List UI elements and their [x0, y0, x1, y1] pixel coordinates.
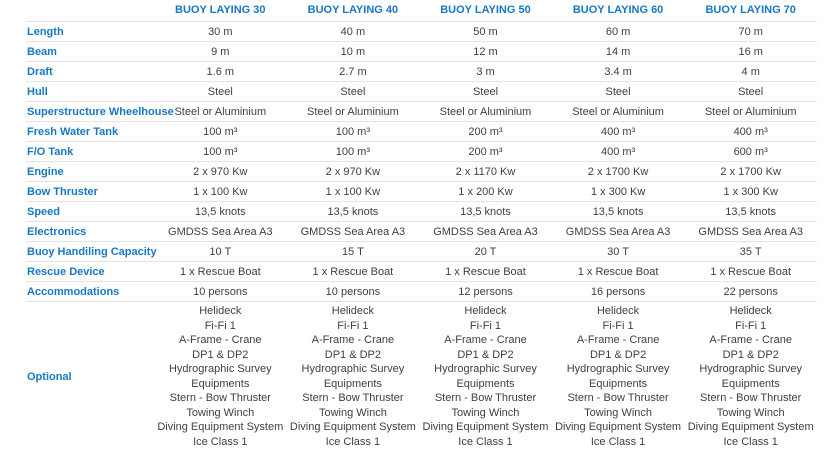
spec-value: 16 persons: [552, 282, 685, 302]
spec-value: 1 x Rescue Boat: [154, 262, 287, 282]
spec-value: GMDSS Sea Area A3: [419, 222, 552, 242]
spec-value: 16 m: [684, 42, 817, 62]
spec-value: 13,5 knots: [287, 202, 420, 222]
spec-value: 13,5 knots: [684, 202, 817, 222]
optional-item: Towing Winch: [186, 406, 255, 419]
table-row: [26, 202, 817, 222]
spec-value: Steel or Aluminium: [287, 102, 420, 122]
spec-value: 9 m: [154, 42, 287, 62]
row-label: Beam: [26, 42, 154, 62]
table-row: [26, 182, 817, 202]
column-header: BUOY LAYING 60: [572, 4, 664, 16]
spec-value: 12 m: [419, 42, 552, 62]
column-header: BUOY LAYING 50: [440, 4, 531, 16]
row-label: Hull: [26, 82, 154, 102]
row-label: Electronics: [26, 222, 154, 242]
spec-value: 30 T: [552, 242, 685, 262]
table-row: [26, 282, 817, 302]
spec-value: Steel: [154, 82, 287, 102]
spec-value: GMDSS Sea Area A3: [154, 222, 287, 242]
spec-value: 2.7 m: [287, 62, 420, 82]
spec-value: Steel or Aluminium: [684, 102, 817, 122]
spec-value: 1 x 100 Kw: [154, 182, 287, 202]
spec-value: GMDSS Sea Area A3: [684, 222, 817, 242]
spec-value: 2 x 1170 Kw: [419, 162, 552, 182]
spec-value: 13,5 knots: [552, 202, 685, 222]
spec-value: 22 persons: [684, 282, 817, 302]
spec-value: 35 T: [684, 242, 817, 262]
spec-value: 200 m³: [419, 122, 552, 142]
optional-item: DP1 & DP2: [192, 348, 249, 361]
optional-item: Fi-Fi 1: [337, 319, 369, 332]
spec-value: 1 x Rescue Boat: [684, 262, 817, 282]
optional-item: Diving Equipment System: [687, 421, 814, 433]
row-label: Bow Thruster: [26, 182, 154, 202]
row-label: Fresh Water Tank: [26, 122, 154, 142]
optional-item: Ice Class 1: [723, 435, 778, 448]
optional-item: Fi-Fi 1: [469, 319, 502, 332]
optional-item: Equipments: [589, 377, 648, 390]
spec-value: 30 m: [154, 22, 287, 42]
spec-value: [552, 302, 685, 451]
optional-item: Stern - Bow Thruster: [700, 392, 802, 404]
column-header: BUOY LAYING 70: [705, 4, 796, 16]
row-label: Superstructure Wheelhouse: [26, 102, 154, 122]
spec-value: 15 T: [287, 242, 420, 262]
optional-item: DP1 & DP2: [457, 348, 514, 361]
optional-item: Towing Winch: [716, 406, 785, 419]
spec-value: 400 m³: [552, 122, 685, 142]
spec-table: [26, 0, 817, 451]
optional-item: A-Frame - Crane: [311, 334, 395, 346]
optional-item: Ice Class 1: [325, 435, 381, 448]
spec-value: GMDSS Sea Area A3: [552, 222, 685, 242]
spec-value: GMDSS Sea Area A3: [287, 222, 420, 242]
optional-item: Hydrographic Survey: [699, 363, 803, 375]
optional-item: Hydrographic Survey: [566, 363, 670, 375]
spec-value: 100 m³: [287, 142, 420, 162]
spec-value: Steel: [419, 82, 552, 102]
spec-value: 1 x Rescue Boat: [419, 262, 552, 282]
spec-value: 10 T: [154, 242, 287, 262]
optional-item: Fi-Fi 1: [204, 319, 236, 332]
row-label: Engine: [26, 162, 154, 182]
spec-value: [154, 302, 287, 451]
optional-item: Helideck: [199, 305, 242, 317]
corner-cell: [26, 0, 154, 22]
row-label: Speed: [26, 202, 154, 222]
table-row: [26, 42, 817, 62]
spec-value: 1 x 300 Kw: [684, 182, 817, 202]
spec-value: 400 m³: [552, 142, 685, 162]
optional-item: Ice Class 1: [590, 435, 646, 448]
optional-item: Fi-Fi 1: [735, 319, 767, 332]
spec-value: 12 persons: [419, 282, 552, 302]
optional-item: Stern - Bow Thruster: [169, 392, 271, 404]
spec-value: 2 x 1700 Kw: [684, 162, 817, 182]
spec-value: 1 x Rescue Boat: [552, 262, 685, 282]
spec-value: 1.6 m: [154, 62, 287, 82]
spec-value: 50 m: [419, 22, 552, 42]
spec-value: 1 x 100 Kw: [287, 182, 420, 202]
optional-item: Helideck: [729, 305, 772, 317]
table-row: [26, 102, 817, 122]
spec-value: [287, 302, 420, 451]
spec-value: 600 m³: [684, 142, 817, 162]
row-label: Accommodations: [26, 282, 154, 302]
row-label: Length: [26, 22, 154, 42]
spec-value: 70 m: [684, 22, 817, 42]
row-label: F/O Tank: [26, 142, 154, 162]
optional-item: A-Frame - Crane: [179, 334, 262, 346]
spec-value: 14 m: [552, 42, 685, 62]
spec-value: 2 x 970 Kw: [154, 162, 287, 182]
spec-value: Steel: [684, 82, 817, 102]
table-row: [26, 242, 817, 262]
optional-item: A-Frame - Crane: [576, 334, 660, 346]
table-row: [26, 142, 817, 162]
table-row: [26, 82, 817, 102]
spec-value: 10 m: [287, 42, 420, 62]
optional-item: Stern - Bow Thruster: [434, 392, 537, 404]
row-label: Optional: [26, 302, 154, 451]
table-row: [26, 302, 817, 451]
optional-item: Equipments: [323, 377, 382, 390]
spec-value: 100 m³: [154, 122, 287, 142]
optional-item: Hydrographic Survey: [434, 363, 537, 375]
optional-item: Diving Equipment System: [422, 421, 549, 433]
optional-item: Hydrographic Survey: [168, 363, 272, 375]
spec-value: Steel or Aluminium: [419, 102, 552, 122]
optional-item: Hydrographic Survey: [301, 363, 405, 375]
spec-table-body: [26, 22, 817, 451]
spec-value: 20 T: [419, 242, 552, 262]
optional-item: Equipments: [721, 377, 780, 390]
spec-value: 2 x 970 Kw: [287, 162, 420, 182]
spec-value: 13,5 knots: [419, 202, 552, 222]
optional-item: Diving Equipment System: [289, 421, 416, 433]
column-header: BUOY LAYING 40: [307, 4, 399, 16]
optional-item: Ice Class 1: [458, 435, 513, 448]
optional-item: Towing Winch: [584, 406, 652, 419]
spec-value: 10 persons: [154, 282, 287, 302]
optional-item: DP1 & DP2: [589, 348, 647, 361]
spec-value: Steel: [552, 82, 685, 102]
spec-value: Steel or Aluminium: [154, 102, 287, 122]
optional-item: Diving Equipment System: [555, 421, 682, 433]
optional-item: A-Frame - Crane: [709, 334, 792, 346]
optional-item: A-Frame - Crane: [444, 334, 527, 346]
optional-item: Fi-Fi 1: [602, 319, 634, 332]
spec-value: 3 m: [419, 62, 552, 82]
table-row: [26, 62, 817, 82]
row-label: Draft: [26, 62, 154, 82]
spec-value: 400 m³: [684, 122, 817, 142]
spec-value: Steel or Aluminium: [552, 102, 685, 122]
optional-item: Helideck: [596, 305, 640, 317]
spec-value: 2 x 1700 Kw: [552, 162, 685, 182]
spec-value: 10 persons: [287, 282, 420, 302]
spec-value: 1 x 200 Kw: [419, 182, 552, 202]
optional-item: Ice Class 1: [193, 435, 248, 448]
spec-value: 4 m: [684, 62, 817, 82]
optional-item: Stern - Bow Thruster: [567, 392, 669, 404]
table-row: [26, 122, 817, 142]
spec-value: 40 m: [287, 22, 420, 42]
spec-value: 200 m³: [419, 142, 552, 162]
table-row: [26, 22, 817, 42]
row-label: Buoy Handiling Capacity: [26, 242, 154, 262]
row-label: Rescue Device: [26, 262, 154, 282]
optional-item: Equipments: [456, 377, 515, 390]
spec-value: 60 m: [552, 22, 685, 42]
optional-item: Towing Winch: [451, 406, 520, 419]
optional-item: DP1 & DP2: [722, 348, 779, 361]
spec-value: 1 x 300 Kw: [552, 182, 685, 202]
table-row: [26, 262, 817, 282]
optional-item: Helideck: [464, 305, 507, 317]
optional-item: Stern - Bow Thruster: [302, 392, 404, 404]
spec-value: 1 x Rescue Boat: [287, 262, 420, 282]
column-header: BUOY LAYING 30: [175, 4, 266, 16]
spec-value: Steel: [287, 82, 420, 102]
optional-item: Equipments: [191, 377, 250, 390]
table-row: [26, 222, 817, 242]
spec-value: 3.4 m: [552, 62, 685, 82]
optional-item: Diving Equipment System: [157, 421, 284, 433]
spec-value: 100 m³: [287, 122, 420, 142]
header-row: [26, 0, 817, 22]
table-row: [26, 162, 817, 182]
spec-value: 100 m³: [154, 142, 287, 162]
optional-item: Towing Winch: [318, 406, 387, 419]
spec-value: [419, 302, 552, 451]
optional-item: DP1 & DP2: [324, 348, 382, 361]
spec-value: 13,5 knots: [154, 202, 287, 222]
optional-item: Helideck: [331, 305, 374, 317]
spec-value: [684, 302, 817, 451]
